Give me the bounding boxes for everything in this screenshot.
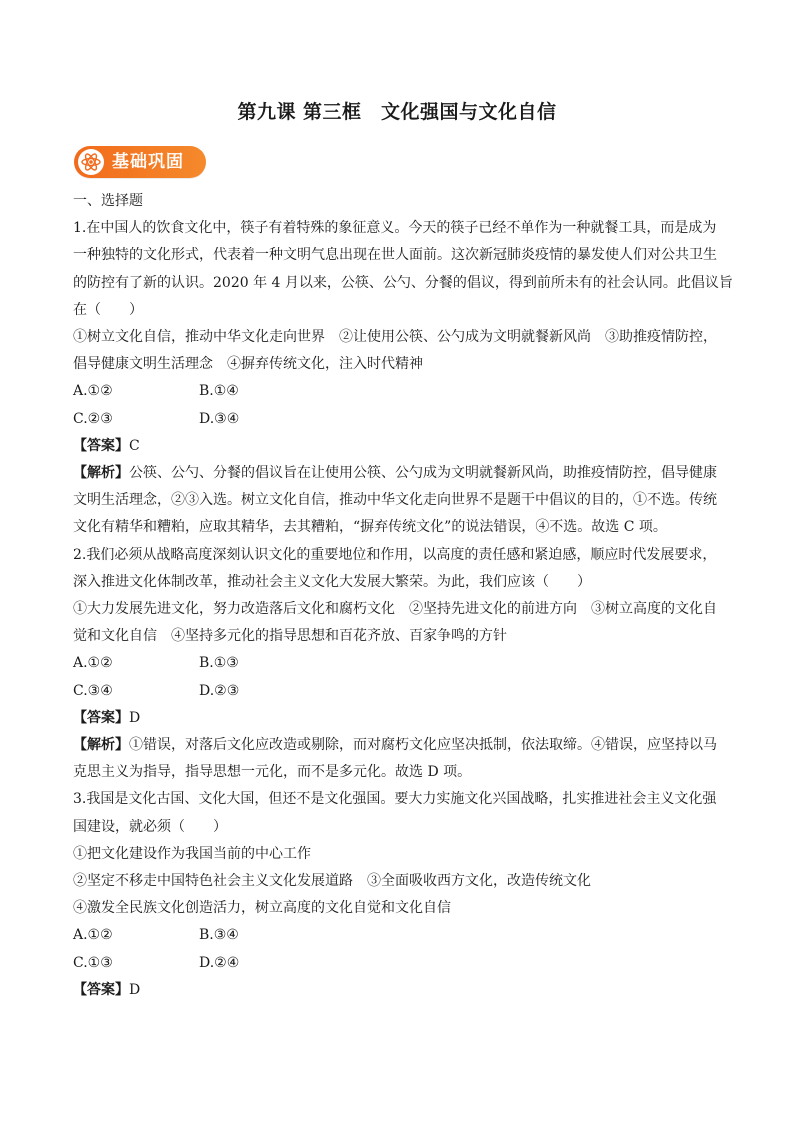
- option-a: A.①②: [73, 655, 113, 672]
- badge-label: 基础巩固: [112, 152, 184, 172]
- option-row: [73, 406, 723, 433]
- option-b: B.①③: [199, 655, 239, 672]
- page-title: 第九课 第三框 文化强国与文化自信: [237, 101, 557, 123]
- analysis-line: 文化有精华和糟粕，应取其精华，去其糟粕，“摒弃传统文化”的说法错误，④不选。故选 C 项。: [73, 519, 667, 536]
- option-c: C.①③: [73, 954, 113, 971]
- section-badge: [74, 146, 206, 178]
- statement-line: ②坚定不移走中国特色社会主义文化发展道路 ③全面吸收西方文化，改造传统文化: [73, 873, 591, 890]
- answer-line: [73, 977, 723, 1004]
- section-heading: 一、选择题: [73, 193, 143, 209]
- question-content: [73, 188, 733, 1004]
- option-row: [73, 950, 723, 977]
- statement-line: ④激发全民族文化创造活力，树立高度的文化自觉和文化自信: [73, 900, 451, 917]
- statement-line: 觉和文化自信 ④坚持多元化的指导思想和百花齐放、百家争鸣的方针: [73, 628, 507, 645]
- answer-label: 【答案】: [73, 709, 129, 726]
- analysis-label: 【解析】: [73, 465, 129, 482]
- analysis-text: ①错误，对落后文化应改造或剔除，而对腐朽文化应坚决抵制，依法取缔。④错误，应坚持以马: [129, 737, 717, 754]
- atom-icon: [78, 149, 104, 175]
- answer-value: C: [129, 437, 140, 454]
- question-stem-line: 2.我们必须从战略高度深刻认识文化的重要地位和作用，以高度的责任感和紧迫感，顺应时代发展要求，: [73, 546, 717, 563]
- question-stem-line: 的防控有了新的认识。2020 年 4 月以来，公筷、公勺、分餐的倡议，得到前所未有的社会认同。此倡议旨: [73, 274, 733, 291]
- option-b: B.③④: [199, 927, 239, 944]
- question-stem-line: 深入推进文化体制改革，推动社会主义文化大发展大繁荣。为此，我们应该（ ）: [73, 573, 591, 590]
- answer-value: D: [129, 709, 141, 726]
- answer-label: 【答案】: [73, 981, 129, 998]
- analysis-label: 【解析】: [73, 737, 129, 754]
- analysis-line: 克思主义为指导，指导思想一元化，而不是多元化。故选 D 项。: [73, 764, 472, 781]
- option-a: A.①②: [73, 927, 113, 944]
- question-stem-line: 一种独特的文化形式，代表着一种文明气息出现在世人面前。这次新冠肺炎疫情的暴发使人们对公共卫生: [73, 247, 717, 264]
- analysis-text: 公筷、公勺、分餐的倡议旨在让使用公筷、公勺成为文明就餐新风尚，助推疫情防控，倡导健康: [129, 465, 717, 482]
- option-row: [73, 922, 723, 949]
- option-c: C.③④: [73, 682, 113, 699]
- option-d: D.②④: [199, 954, 240, 971]
- option-row: [73, 678, 723, 705]
- answer-label: 【答案】: [73, 437, 129, 454]
- question-2: [73, 542, 723, 787]
- answer-line: [73, 433, 723, 460]
- answer-line: [73, 705, 723, 732]
- option-a: A.①②: [73, 383, 113, 400]
- answer-value: D: [129, 981, 141, 998]
- question-stem-line: 3.我国是文化古国、文化大国，但还不是文化强国。要大力实施文化兴国战略，扎实推进社会主义文化强: [73, 791, 717, 808]
- option-d: D.②③: [199, 682, 240, 699]
- option-row: [73, 378, 723, 405]
- statement-line: ①树立文化自信，推动中华文化走向世界 ②让使用公筷、公勺成为文明就餐新风尚 ③助推疫情防控，: [73, 329, 717, 346]
- option-c: C.②③: [73, 410, 113, 427]
- statement-line: ①大力发展先进文化，努力改造落后文化和腐朽文化 ②坚持先进文化的前进方向 ③树立高度的文化自: [73, 601, 717, 618]
- statement-line: 倡导健康文明生活理念 ④摒弃传统文化，注入时代精神: [73, 356, 423, 373]
- question-stem-line: 国建设，就必须（ ）: [73, 818, 227, 835]
- statement-line: ①把文化建设作为我国当前的中心工作: [73, 845, 311, 862]
- analysis-line: [73, 460, 723, 487]
- analysis-line: [73, 732, 723, 759]
- option-d: D.③④: [199, 410, 240, 427]
- question-stem-line: 在（ ）: [73, 301, 143, 318]
- question-3: [73, 786, 723, 1004]
- question-1: [73, 215, 733, 541]
- analysis-line: 文明生活理念，②③入选。树立文化自信，推动中华文化走向世界不是题干中倡议的目的，①不选。传统: [73, 492, 717, 509]
- option-row: [73, 650, 723, 677]
- question-stem-line: 1.在中国人的饮食文化中，筷子有着特殊的象征意义。今天的筷子已经不单作为一种就餐工具，而是成为: [73, 220, 717, 237]
- option-b: B.①④: [199, 383, 239, 400]
